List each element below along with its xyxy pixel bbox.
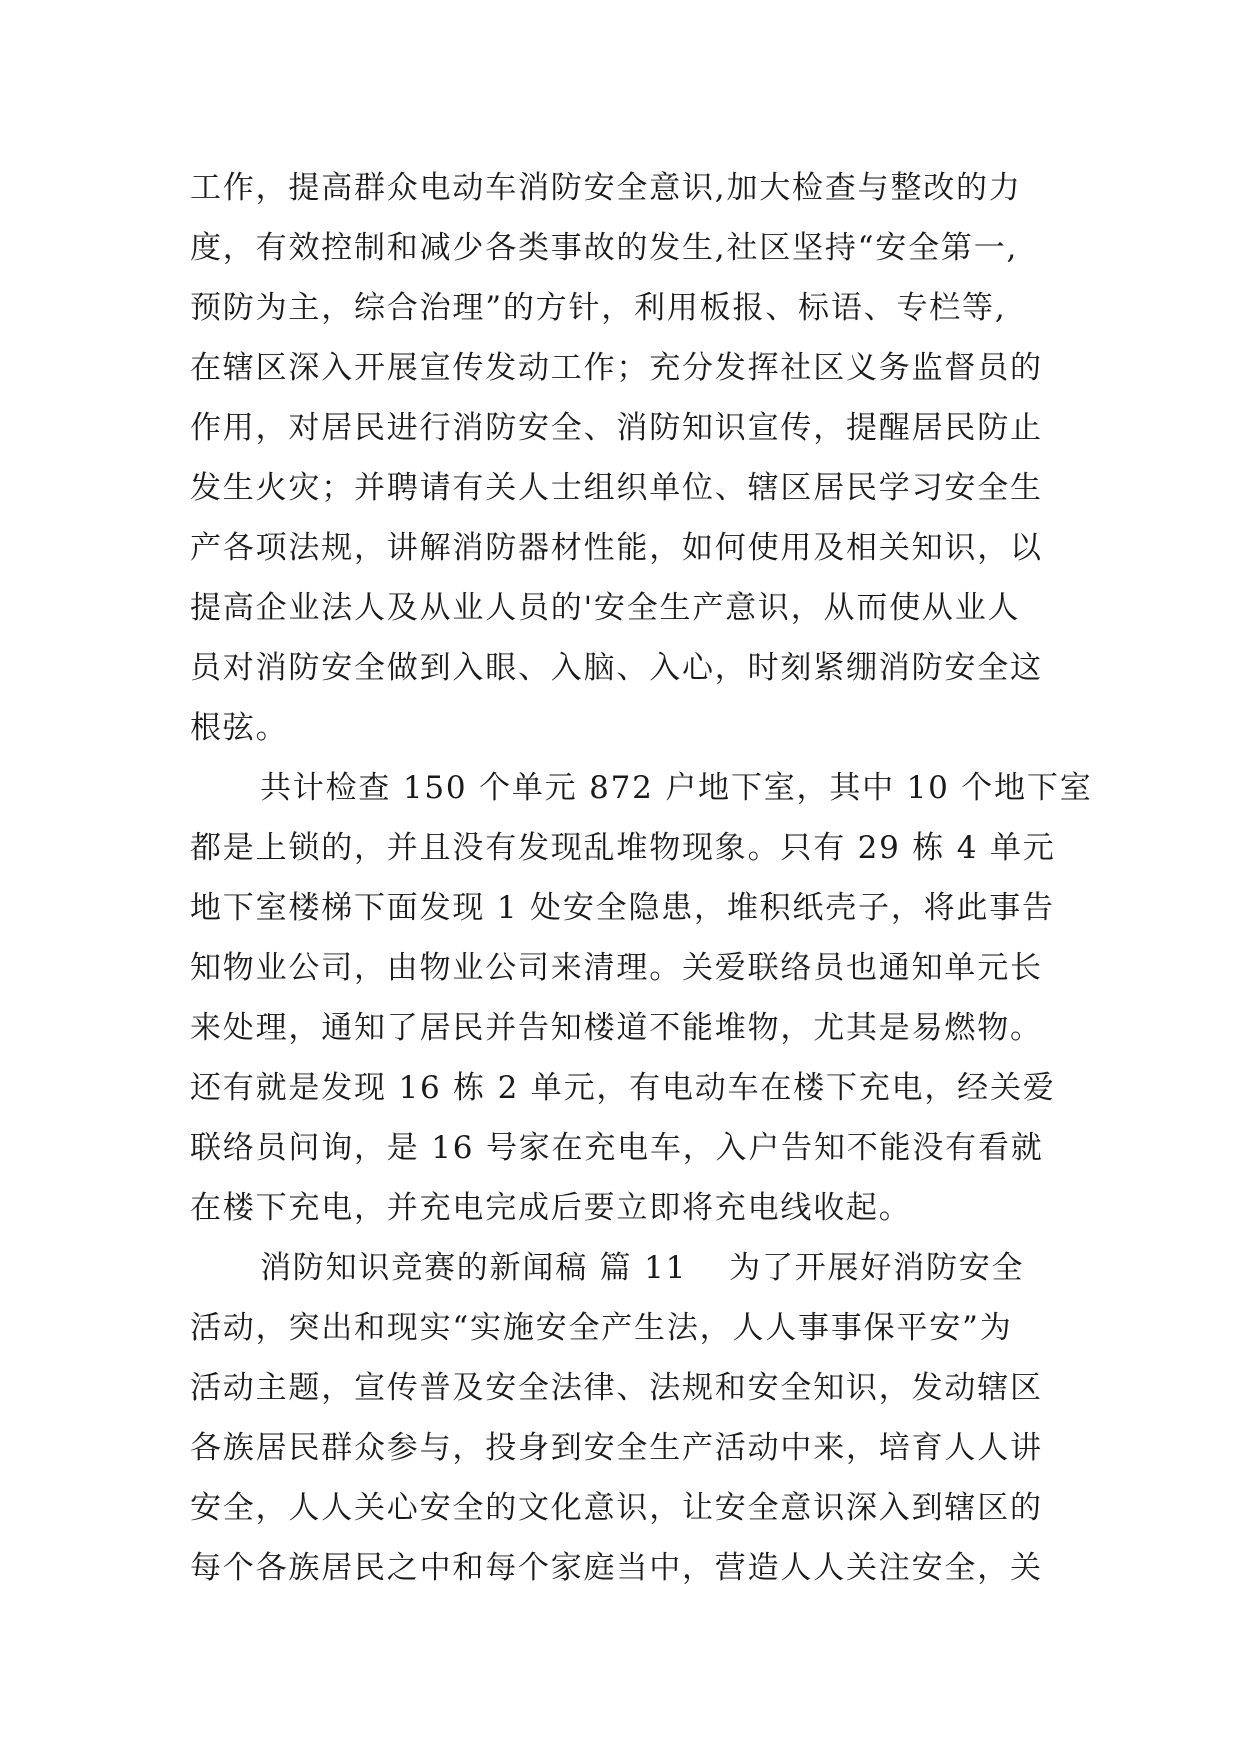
text-line: 共计检查 150 个单元 872 户地下室，其中 10 个地下室 (260, 770, 1093, 806)
text-line: 来处理，通知了居民并告知楼道不能堆物，尤其是易燃物。 (190, 1010, 1043, 1046)
paragraph-3 (190, 1238, 1060, 1598)
text-line: 都是上锁的，并且没有发现乱堆物现象。只有 29 栋 4 单元 (190, 830, 1056, 866)
text-line: 安全，人人关心安全的文化意识，让安全意识深入到辖区的 (190, 1490, 1043, 1526)
text-line: 活动主题，宣传普及安全法律、法规和安全知识，发动辖区 (190, 1370, 1043, 1406)
text-line (190, 1238, 1060, 1298)
text-line: 作用，对居民进行消防安全、消防知识宣传，提醒居民防止 (190, 410, 1043, 446)
text-line: 各族居民群众参与，投身到安全生产活动中来，培育人人讲 (190, 1430, 1043, 1466)
paragraph-1 (190, 158, 1060, 758)
text-line: 活动，突出和现实“实施安全产生法，人人事事保平安”为 (190, 1310, 1013, 1346)
text-line: 员对消防安全做到入眼、入脑、入心，时刻紧绷消防安全这 (190, 650, 1043, 686)
text-line: 知物业公司，由物业公司来清理。关爱联络员也通知单元长 (190, 950, 1043, 986)
text-line: 根弦。 (190, 710, 289, 746)
text-line: 工作，提高群众电动车消防安全意识,加大检查与整改的力 (190, 170, 1022, 206)
text-line: 产各项法规，讲解消防器材性能，如何使用及相关知识，以 (190, 530, 1043, 566)
text-span: 为了开展好消防安全 (729, 1250, 1025, 1286)
text-line: 地下室楼梯下面发现 1 处安全隐患，堆积纸壳子，将此事告 (190, 890, 1055, 926)
section-heading: 消防知识竞赛的新闻稿 篇 11 (260, 1250, 688, 1286)
text-line: 联络员问询，是 16 号家在充电车，入户告知不能没有看就 (190, 1130, 1044, 1166)
text-line: 还有就是发现 16 栋 2 单元，有电动车在楼下充电，经关爱 (190, 1070, 1056, 1106)
text-line: 度，有效控制和减少各类事故的发生,社区坚持“安全第一, (190, 230, 1019, 266)
text-line: 每个各族居民之中和每个家庭当中，营造人人关注安全，关 (190, 1550, 1043, 1586)
text-line: 在楼下充电，并充电完成后要立即将充电线收起。 (190, 1190, 912, 1226)
text-line: 预防为主，综合治理”的方针，利用板报、标语、专栏等, (190, 290, 1007, 326)
text-line: 发生火灾；并聘请有关人士组织单位、辖区居民学习安全生 (190, 470, 1043, 506)
text-line: 提高企业法人及从业人员的'安全生产意识，从而使从业人 (190, 590, 1021, 626)
paragraph-2 (190, 758, 1093, 1238)
text-line: 在辖区深入开展宣传发动工作；充分发挥社区义务监督员的 (190, 350, 1043, 386)
document-page (190, 158, 1093, 1598)
